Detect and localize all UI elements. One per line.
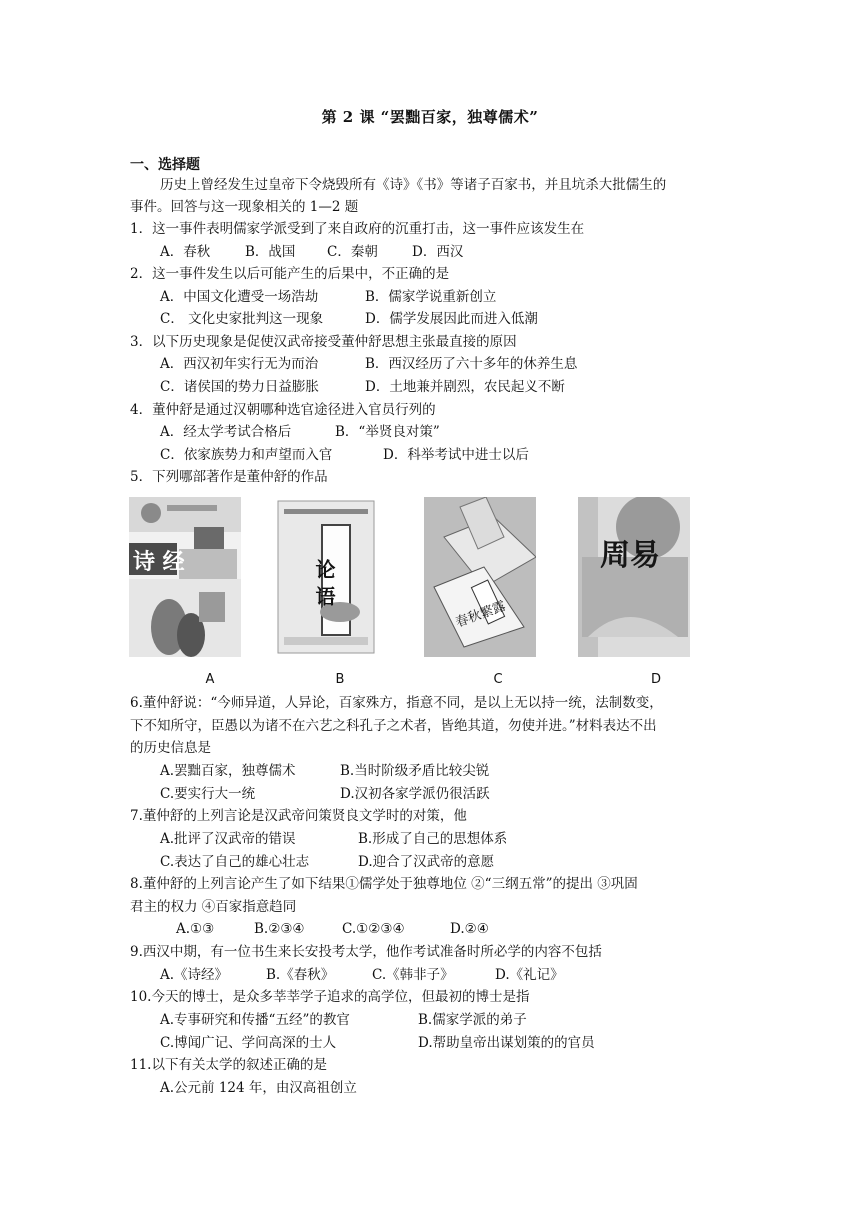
q8-option-d: D.②④ [450,921,489,937]
question-8-stem: 君主的权力 ④百家指意趋同 [130,899,297,915]
question-11-stem: 11.以下有关太学的叙述正确的是 [130,1057,327,1073]
q2-option-d: D．儒学发展因此而进入低潮 [365,311,538,327]
q6-option-d: D.汉初各家学派仍很活跃 [340,786,490,802]
image-label-d: D [650,672,661,687]
q10-option-d: D.帮助皇帝出谋划策的的官员 [418,1035,595,1051]
q4-option-b: B．“举贤良对策” [335,424,440,440]
lesson-title: 第 2 课 “罢黜百家，独尊儒术” [321,108,539,126]
intro-text: 事件。回答与这一现象相关的 1—2 题 [130,199,359,215]
q7-option-b: B.形成了自己的思想体系 [358,831,508,847]
q11-option-a: A.公元前 124 年，由汉高祖创立 [160,1080,357,1096]
book-d-cover-text: 周易 [600,538,660,573]
q8-option-c: C.①②③④ [342,921,405,937]
q1-option-a: A．春秋 [160,244,211,260]
image-label-c: C [493,672,503,687]
q4-option-a: A．经太学考试合格后 [160,424,292,440]
q8-option-b: B.②③④ [254,921,305,937]
question-9-stem: 9.西汉中期，有一位书生来长安投考太学，他作考试准备时所必学的内容不包括 [130,944,602,960]
intro-text: 历史上曾经发生过皇帝下令烧毁所有《诗》《书》等诸子百家书，并且坑杀大批儒生的 [160,177,667,193]
question-7-stem: 7.董仲舒的上列言论是汉武帝问策贤良文学时的对策，他 [130,808,467,824]
q8-option-a: A.①③ [176,921,215,937]
question-6-stem: 下不知所守，臣愚以为诸不在六艺之科孔子之术者，皆绝其道，勿使并进。”材料表达不出 [130,718,657,734]
q9-option-a: A.《诗经》 [160,967,229,983]
q4-option-c: C．依家族势力和声望而入官 [160,447,333,463]
q6-option-c: C.要实行大一统 [160,786,256,802]
q10-option-b: B.儒家学派的弟子 [418,1012,527,1028]
image-label-b: B [335,672,345,687]
book-chunqiu-icon [424,497,536,657]
question-2-stem: 2．这一事件发生以后可能产生的后果中，不正确的是 [130,266,450,282]
q3-option-a: A．西汉初年实行无为而治 [160,356,319,372]
q6-option-a: A.罢黜百家，独尊儒术 [160,763,296,779]
book-b-cover-text: 论 语 [312,559,336,606]
q7-option-a: A.批评了汉武帝的错误 [160,831,296,847]
book-c-cover-text: 春秋繁露 [453,598,508,631]
image-label-a: A [205,672,215,687]
q3-option-b: B．西汉经历了六十多年的休养生息 [365,356,578,372]
q2-option-a: A．中国文化遭受一场浩劫 [160,289,319,305]
book-lunyu-icon [270,497,382,657]
book-shijing-icon [129,497,241,657]
question-10-stem: 10.今天的博士，是众多莘莘学子追求的高学位，但最初的博士是指 [130,989,530,1005]
q9-option-b: B.《春秋》 [266,967,335,983]
q6-option-b: B.当时阶级矛盾比较尖锐 [340,763,490,779]
q7-option-c: C.表达了自己的雄心壮志 [160,854,310,870]
book-a-cover-text: 诗 经 [133,549,185,575]
section-heading: 一、选择题 [130,157,200,173]
question-6-stem: 的历史信息是 [130,740,211,756]
question-8-stem: 8.董仲舒的上列言论产生了如下结果①儒学处于独尊地位 ②“三纲五常”的提出 ③巩固 [130,876,638,892]
q9-option-c: C.《韩非子》 [372,967,454,983]
q1-option-d: D．西汉 [412,244,464,260]
q10-option-c: C.博闻广记、学问高深的士人 [160,1035,337,1051]
q1-option-b: B．战国 [245,244,296,260]
q7-option-d: D.迎合了汉武帝的意愿 [358,854,495,870]
q9-option-d: D.《礼记》 [495,967,564,983]
q3-option-c: C．诸侯国的势力日益膨胀 [160,379,319,395]
question-3-stem: 3．以下历史现象是促使汉武帝接受董仲舒思想主张最直接的原因 [130,334,517,350]
question-5-stem: 5．下列哪部著作是董仲舒的作品 [130,469,328,485]
question-4-stem: 4．董仲舒是通过汉朝哪种选官途径进入官员行列的 [130,402,436,418]
q10-option-a: A.专事研究和传播“五经”的教官 [160,1012,350,1028]
q2-option-c: C． 文化史家批判这一现象 [160,311,324,327]
book-zhouyi-icon [578,497,690,657]
q2-option-b: B．儒家学说重新创立 [365,289,497,305]
q3-option-d: D．土地兼并剧烈，农民起义不断 [365,379,565,395]
q1-option-c: C．秦朝 [327,244,378,260]
q4-option-d: D．科举考试中进士以后 [383,447,529,463]
question-1-stem: 1．这一事件表明儒家学派受到了来自政府的沉重打击，这一事件应该发生在 [130,221,585,237]
question-6-stem: 6.董仲舒说：“今师异道，人异论，百家殊方，指意不同，是以上无以持一统，法制数变， [130,695,663,711]
